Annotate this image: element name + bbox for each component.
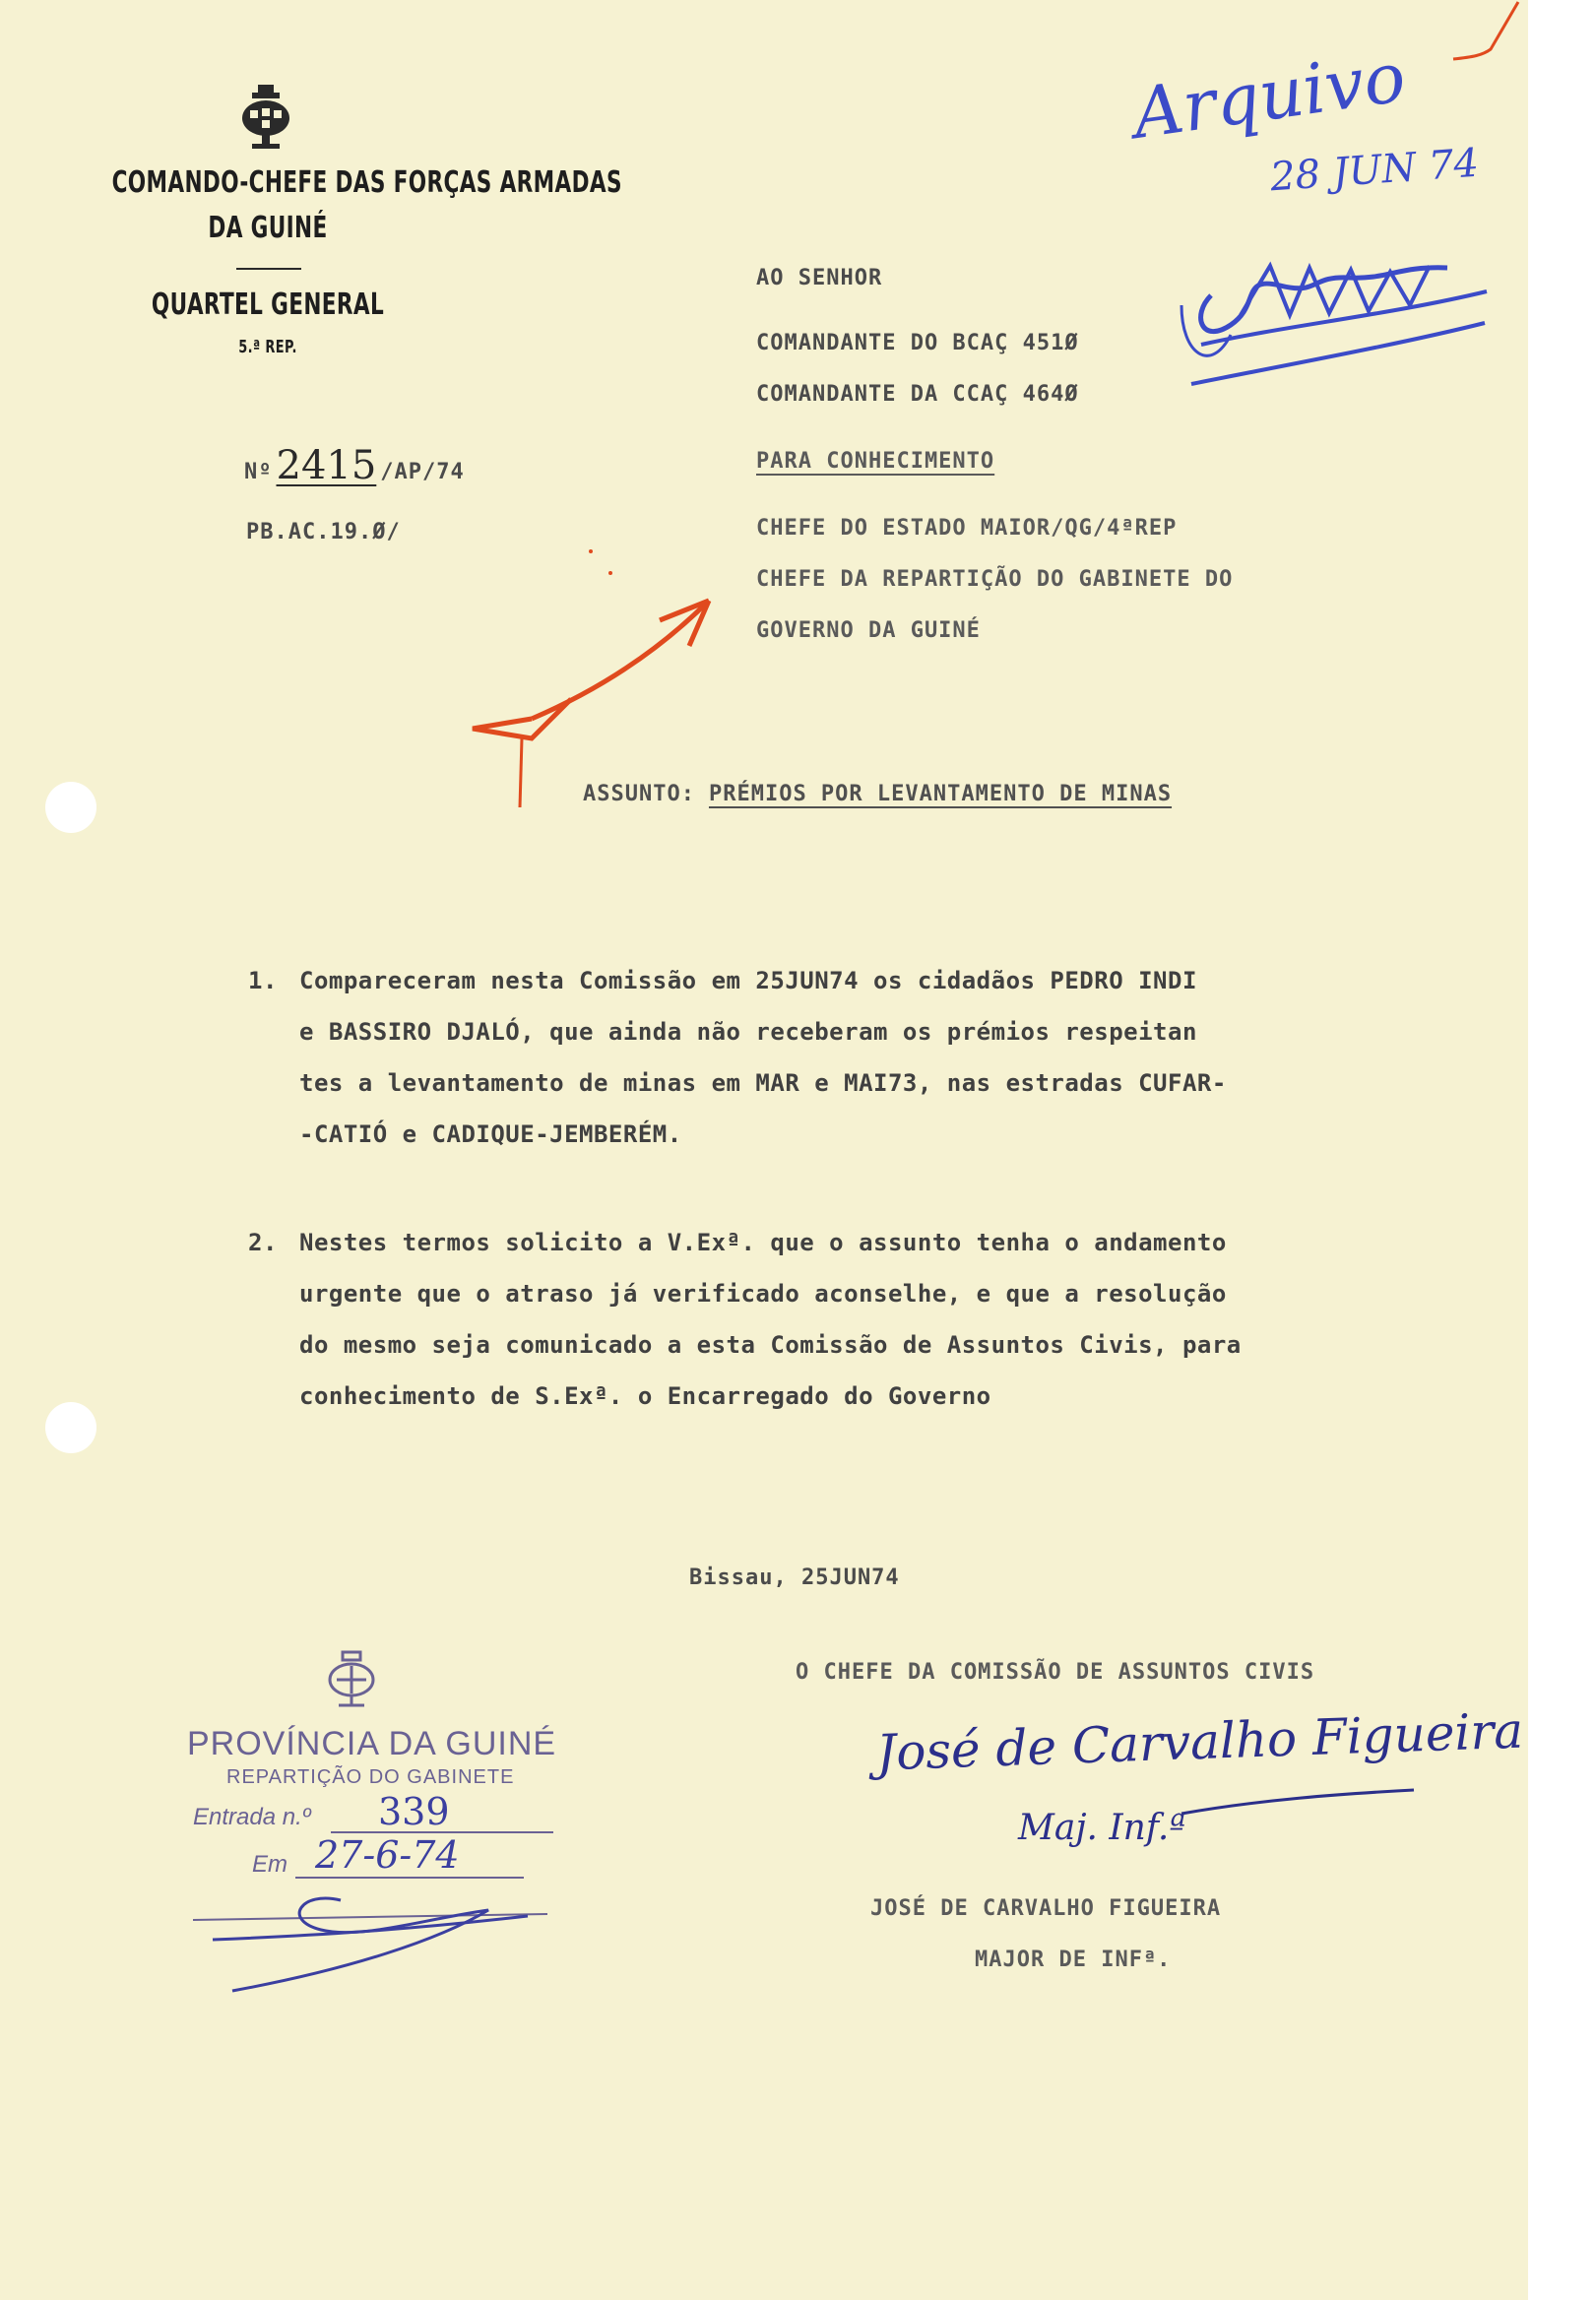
header-divider: [236, 268, 301, 270]
paragraph-1-line-1: Compareceram nesta Comissão em 25JUN74 os cidadãos PEDRO INDI: [299, 967, 1197, 994]
paragraph-2-line-2: urgente que o atraso já verificado aconselhe, e que a resolução: [299, 1280, 1227, 1308]
header-line-3: QUARTEL GENERAL: [151, 288, 385, 322]
stamp-emblem: [325, 1650, 378, 1709]
stamp-date-value: 27-6-74: [315, 1833, 460, 1877]
coat-of-arms-emblem: [238, 85, 293, 150]
stamp-entry-label: Entrada n.º: [193, 1804, 311, 1830]
paragraph-1-line-4: -CATIÓ e CADIQUE-JEMBERÉM.: [299, 1120, 682, 1148]
reference-number: [244, 443, 465, 488]
archive-note: Arquivo: [1127, 36, 1411, 155]
archive-initials-signature: [1172, 207, 1497, 394]
header-line-1: COMANDO-CHEFE DAS FORÇAS ARMADAS: [111, 165, 622, 200]
stamp-province: PROVÍNCIA DA GUINÉ: [187, 1725, 557, 1762]
reference-prefix: Nº: [244, 460, 273, 484]
paragraph-2-line-3: do mesmo seja comunicado a esta Comissão de Assuntos Civis, para: [299, 1331, 1242, 1359]
paragraph-2-line-1: Nestes termos solicito a V.Exª. que o assunto tenha o andamento: [299, 1229, 1227, 1256]
process-reference: PB.AC.19.Ø/: [246, 520, 401, 544]
subject-label: ASSUNTO:: [583, 782, 695, 806]
addressee-salutation: AO SENHOR: [756, 266, 883, 290]
cc-line-3: GOVERNO DA GUINÉ: [756, 618, 981, 643]
signature-underline: [1181, 1780, 1418, 1820]
handwritten-rank: Maj. Inf.ª: [1018, 1808, 1186, 1848]
subject-line: [583, 782, 1172, 806]
stamp-entry-value: 339: [378, 1790, 450, 1833]
signatory-rank: MAJOR DE INFª.: [975, 1948, 1172, 1972]
place-date: Bissau, 25JUN74: [689, 1565, 900, 1590]
reference-digits: 2415: [276, 443, 377, 488]
reference-suffix: /AP/74: [380, 460, 465, 484]
header-line-2: DA GUINÉ: [208, 211, 328, 245]
paragraph-1-line-3: tes a levantamento de minas em MAR e MAI73, nas estradas CUFAR-: [299, 1069, 1227, 1097]
cc-line-2: CHEFE DA REPARTIÇÃO DO GABINETE DO: [756, 567, 1234, 592]
red-tick-mark: [1443, 0, 1522, 69]
paragraph-1-line-2: e BASSIRO DJALÓ, que ainda não receberam os prémios respeitan: [299, 1018, 1197, 1046]
cc-line-1: CHEFE DO ESTADO MAIOR/QG/4ªREP: [756, 516, 1178, 541]
addressee-line-1: COMANDANTE DO BCAÇ 451Ø: [756, 331, 1079, 355]
cc-label: PARA CONHECIMENTO: [756, 449, 995, 474]
signatory-name: JOSÉ DE CARVALHO FIGUEIRA: [870, 1896, 1222, 1921]
stamp-date-rule: [295, 1877, 524, 1879]
paragraph-1-number: 1.: [248, 967, 278, 994]
signatory-title: O CHEFE DA COMISSÃO DE ASSUNTOS CIVIS: [796, 1660, 1315, 1685]
archive-date: 28 JUN 74: [1268, 140, 1481, 201]
punch-hole-top: [45, 782, 96, 833]
paragraph-2-number: 2.: [248, 1229, 278, 1256]
addressee-line-2: COMANDANTE DA CCAÇ 464Ø: [756, 382, 1079, 407]
paragraph-2: [299, 1217, 1242, 1422]
subject-text: PRÉMIOS POR LEVANTAMENTO DE MINAS: [708, 782, 1173, 806]
stamp-date-label: Em: [252, 1851, 287, 1878]
stamp-department: REPARTIÇÃO DO GABINETE: [226, 1766, 515, 1788]
stamp-initials-scribble: [193, 1881, 567, 1999]
paragraph-1: [299, 955, 1227, 1160]
handwritten-signature: José de Carvalho Figueira: [875, 1701, 1524, 1782]
page-margin-edge: [1528, 0, 1596, 2300]
punch-hole-bottom: [45, 1402, 96, 1453]
paragraph-2-line-4: conhecimento de S.Exª. o Encarregado do Governo: [299, 1382, 991, 1410]
header-line-4: 5.ª REP.: [238, 337, 297, 357]
